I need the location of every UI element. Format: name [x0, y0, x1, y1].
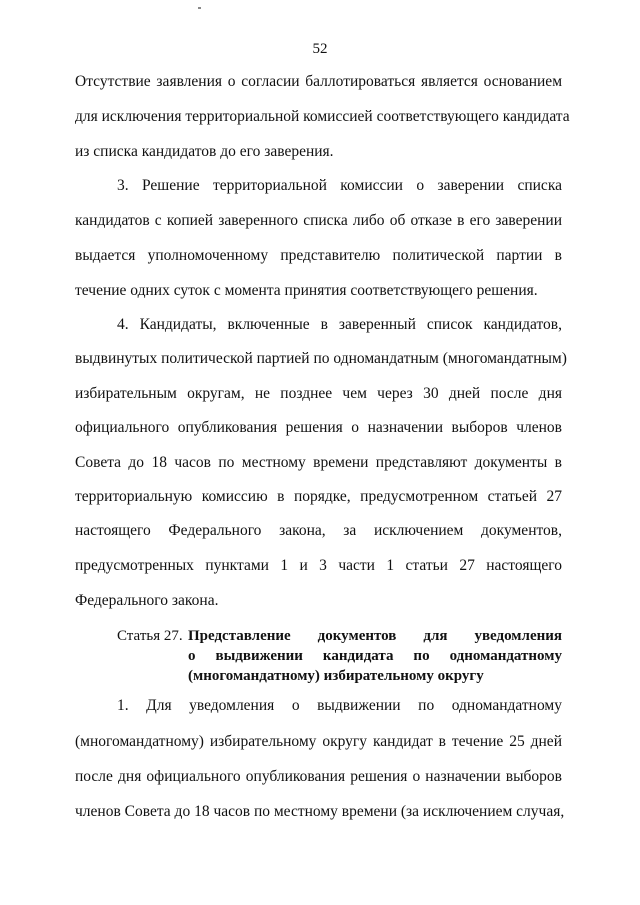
- article-title-line: (многомандатному) избирательному округу: [188, 668, 484, 684]
- paragraph-line: членов Совета до 18 часов по местному времени (за исключением случая,: [75, 803, 565, 820]
- paragraph-line: 1. Для уведомления о выдвижении по одномандатному: [117, 697, 562, 714]
- paragraph-line: Федерального закона.: [75, 592, 219, 609]
- paragraph-line: выдвинутых политической партией по одномандатным (многомандатным): [75, 350, 567, 367]
- paragraph-line: 3. Решение территориальной комиссии о заверении списка: [117, 177, 562, 194]
- scan-artifact: [198, 7, 201, 9]
- paragraph-line: кандидатов с копией заверенного списка либо об отказе в его заверении: [75, 212, 562, 229]
- paragraph-line: официального опубликования решения о назначении выборов членов: [75, 419, 562, 436]
- paragraph-line: избирательным округам, не позднее чем через 30 дней после дня: [75, 385, 562, 402]
- paragraph-line: течение одних суток с момента принятия соответствующего решения.: [75, 282, 538, 299]
- article-title-line: Представление документов для уведомления: [188, 628, 562, 644]
- paragraph-line: после дня официального опубликования решения о назначении выборов: [75, 768, 562, 785]
- paragraph-line: Совета до 18 часов по местному времени представляют документы в: [75, 454, 562, 471]
- article-title-line: о выдвижении кандидата по одномандатному: [188, 648, 562, 664]
- paragraph-line: предусмотренных пунктами 1 и 3 части 1 статьи 27 настоящего: [75, 557, 562, 574]
- paragraph-line: (многомандатному) избирательному округу кандидат в течение 25 дней: [75, 733, 562, 750]
- page-number: 52: [312, 41, 328, 57]
- paragraph-line: выдается уполномоченному представителю политической партии в: [75, 247, 562, 264]
- paragraph-line: из списка кандидатов до его заверения.: [75, 143, 334, 160]
- article-title: [188, 626, 562, 686]
- paragraph-line: настоящего Федерального закона, за исключением документов,: [75, 522, 562, 539]
- paragraph-line: 4. Кандидаты, включенные в заверенный список кандидатов,: [117, 316, 562, 333]
- paragraph-line: территориальную комиссию в порядке, предусмотренном статьей 27: [75, 488, 562, 505]
- article-number: Статья 27.: [117, 628, 183, 644]
- article-heading: [117, 626, 562, 692]
- paragraph-line: Отсутствие заявления о согласии баллотироваться является основанием: [75, 73, 562, 90]
- paragraph-line: для исключения территориальной комиссией соответствующего кандидата: [75, 108, 570, 125]
